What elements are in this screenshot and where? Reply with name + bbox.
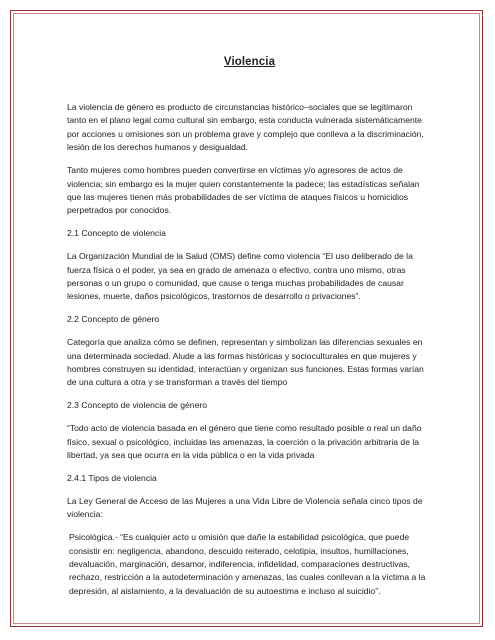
gender-definition-paragraph: Categoría que analiza cómo se definen, representan y simbolizan las diferencias sexuales en una determinada sociedad. Alude a las formas históricas y socioculturales en que mujeres y hombres construyen su identidad, interactúan y organizan sus funciones. Estas formas varían de una cultura a otra y se transforman a través del tiempo: [67, 337, 424, 388]
intro-paragraph: La violencia de género es producto de circunstancias histórico–sociales que se legitimaron tanto en el plano legal como cultural sin embargo, esta conducta vulnerada sistemáticamente por acciones u omisiones son un problema grave y complejo que conlleva a la discriminación, lesión de los derechos humanos y desigualdad.: [67, 102, 424, 153]
section-heading-violence-types: 2.4.1 Tipos de violencia: [67, 472, 157, 483]
document-body: [67, 56, 432, 608]
section-heading-violence-concept: 2.1 Concepto de violencia: [67, 228, 166, 239]
law-paragraph: La Ley General de Acceso de las Mujeres a una Vida Libre de Violencia señala cinco tipos de violencia:: [67, 495, 423, 520]
victims-paragraph: Tanto mujeres como hombres pueden convertirse en víctimas y/o agresores de actos de violencia; sin embargo es la mujer quien constantemente la padece; las estadísticas señalan que las mujeres tienen más probabilidades de ser víctima de ataques físicos u homicidios perpetrados por conocidos.: [67, 165, 420, 216]
oms-definition-paragraph: La Organización Mundial de la Salud (OMS) define como violencia “El uso deliberado de la fuerza física o el poder, ya sea en grado de amenaza o efectivo, contra uno mismo, otras personas o un grupo o comunidad, que cause o tenga muchas probabilidades de causar lesiones, muerte, daños psicológicos, trastornos de desarrollo o privaciones”.: [67, 251, 413, 302]
psychological-violence-paragraph: Psicológica.- “Es cualquier acto u omisión que dañe la estabilidad psicológica, que puede consistir en: negligencia, abandono, descuido reiterado, celotipia, insultos, humillaciones, devaluación, marginación, desamor, indiferencia, infidelidad, comparaciones destructivas, rechazo, restricción a la autodeterminación y amenazas, las cuales conllevan a la víctima a la depresión, al aislamiento, a la devaluación de su autoestima e incluso al suicidio”.: [69, 532, 426, 596]
gender-violence-definition-paragraph: “Todo acto de violencia basada en el género que tiene como resultado posible o real un daño físico, sexual o psicológico, incluidas las amenazas, la coerción o la privación arbitraria de la libertad, ya sea que ocurra en la vida pública o en la vida privada: [67, 423, 422, 461]
section-heading-gender-violence-concept: 2.3 Concepto de violencia de género: [67, 400, 207, 411]
document-title: Violencia: [223, 56, 276, 68]
section-heading-gender-concept: 2.2 Concepto de género: [67, 314, 160, 325]
